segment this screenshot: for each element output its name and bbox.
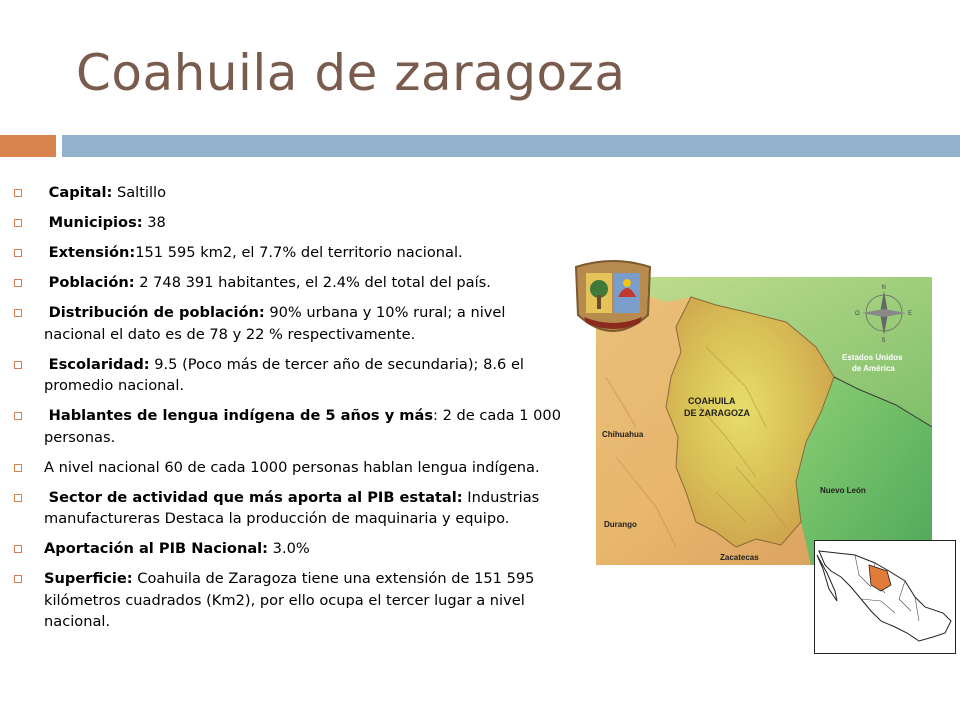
title-accent-bar-orange: [0, 135, 56, 157]
bullet-square-icon: [14, 279, 22, 287]
fact-label: Aportación al PIB Nacional:: [44, 540, 269, 557]
fact-label: Municipios:: [48, 214, 143, 231]
bullet-square-icon: [14, 189, 22, 197]
fact-label: Hablantes de lengua indígena de 5 años y más: [48, 407, 434, 424]
facts-list: [14, 182, 564, 641]
fact-label: Distribución de población:: [48, 304, 265, 321]
bullet-square-icon: [14, 309, 22, 317]
fact-text: 3.0%: [268, 540, 310, 557]
fact-item: [14, 405, 564, 448]
compass-e: E: [908, 311, 913, 317]
compass-s: S: [881, 338, 886, 344]
fact-label: Población:: [48, 274, 135, 291]
fact-text: A nivel nacional 60 de cada 1000 personas hablan lengua indígena.: [44, 458, 540, 476]
bullet-square-icon: [14, 494, 22, 502]
fact-item: [14, 212, 564, 234]
map-label-coahuila: COAHUILA: [688, 396, 736, 406]
fact-item: [14, 272, 564, 294]
map-label-zacatecas: Zacatecas: [720, 553, 759, 562]
compass-o: O: [855, 311, 860, 317]
bullet-square-icon: [14, 575, 22, 583]
map-label-durango: Durango: [604, 520, 637, 529]
fact-text: Saltillo: [112, 184, 167, 201]
map-label-usa-2: de América: [852, 364, 895, 373]
fact-text: Coahuila de Zaragoza tiene una extensión de 151 595 kilómetros cuadrados (Km2), por ello ocupa el tercer lugar a nivel nacional.: [44, 570, 535, 630]
fact-text: Industrias manufactureras Destaca la producción de maquinaria y equipo.: [44, 488, 540, 527]
fact-label: Sector de actividad que más aporta al PIB estatal:: [48, 488, 463, 506]
fact-item: [14, 568, 564, 633]
fact-item: [14, 538, 564, 560]
fact-item: [14, 354, 564, 397]
fact-item: [14, 457, 564, 479]
map-label-nuevo-leon: Nuevo León: [820, 486, 866, 495]
fact-text: 2 748 391 habitantes, el 2.4% del total del país.: [134, 274, 491, 291]
map-label-chihuahua: Chihuahua: [602, 430, 644, 439]
map-label-de-zaragoza: DE ZARAGOZA: [684, 408, 750, 418]
fact-label: Superficie:: [44, 570, 133, 587]
fact-item: [14, 182, 564, 204]
fact-text: : 2 de cada 1 000 personas.: [44, 407, 561, 446]
fact-item: [14, 487, 564, 530]
bullet-square-icon: [14, 219, 22, 227]
bullet-square-icon: [14, 464, 22, 472]
fact-label: Escolaridad:: [48, 355, 150, 373]
map-label-usa: Estados Unidos: [842, 353, 903, 362]
fact-text: 151 595 km2, el 7.7% del territorio nacional.: [135, 244, 463, 261]
fact-label: Capital:: [48, 184, 113, 201]
coat-of-arms-icon: [570, 257, 656, 343]
slide-title: Coahuila de zaragoza: [76, 44, 626, 102]
fact-label: Extensión:: [48, 244, 136, 261]
bullet-square-icon: [14, 249, 22, 257]
bullet-square-icon: [14, 545, 22, 553]
fact-item: [14, 302, 564, 345]
fact-item: [14, 242, 564, 264]
mexico-locator-map: [814, 540, 956, 654]
bullet-square-icon: [14, 361, 22, 369]
title-accent-bar-blue: [62, 135, 960, 157]
compass-n: N: [881, 285, 886, 291]
fact-text: 38: [142, 214, 166, 231]
fact-text: 90% urbana y 10% rural; a nivel nacional el dato es de 78 y 22 % respectivamente.: [44, 304, 506, 343]
bullet-square-icon: [14, 412, 22, 420]
fact-text: 9.5 (Poco más de tercer año de secundaria); 8.6 el promedio nacional.: [44, 355, 524, 394]
